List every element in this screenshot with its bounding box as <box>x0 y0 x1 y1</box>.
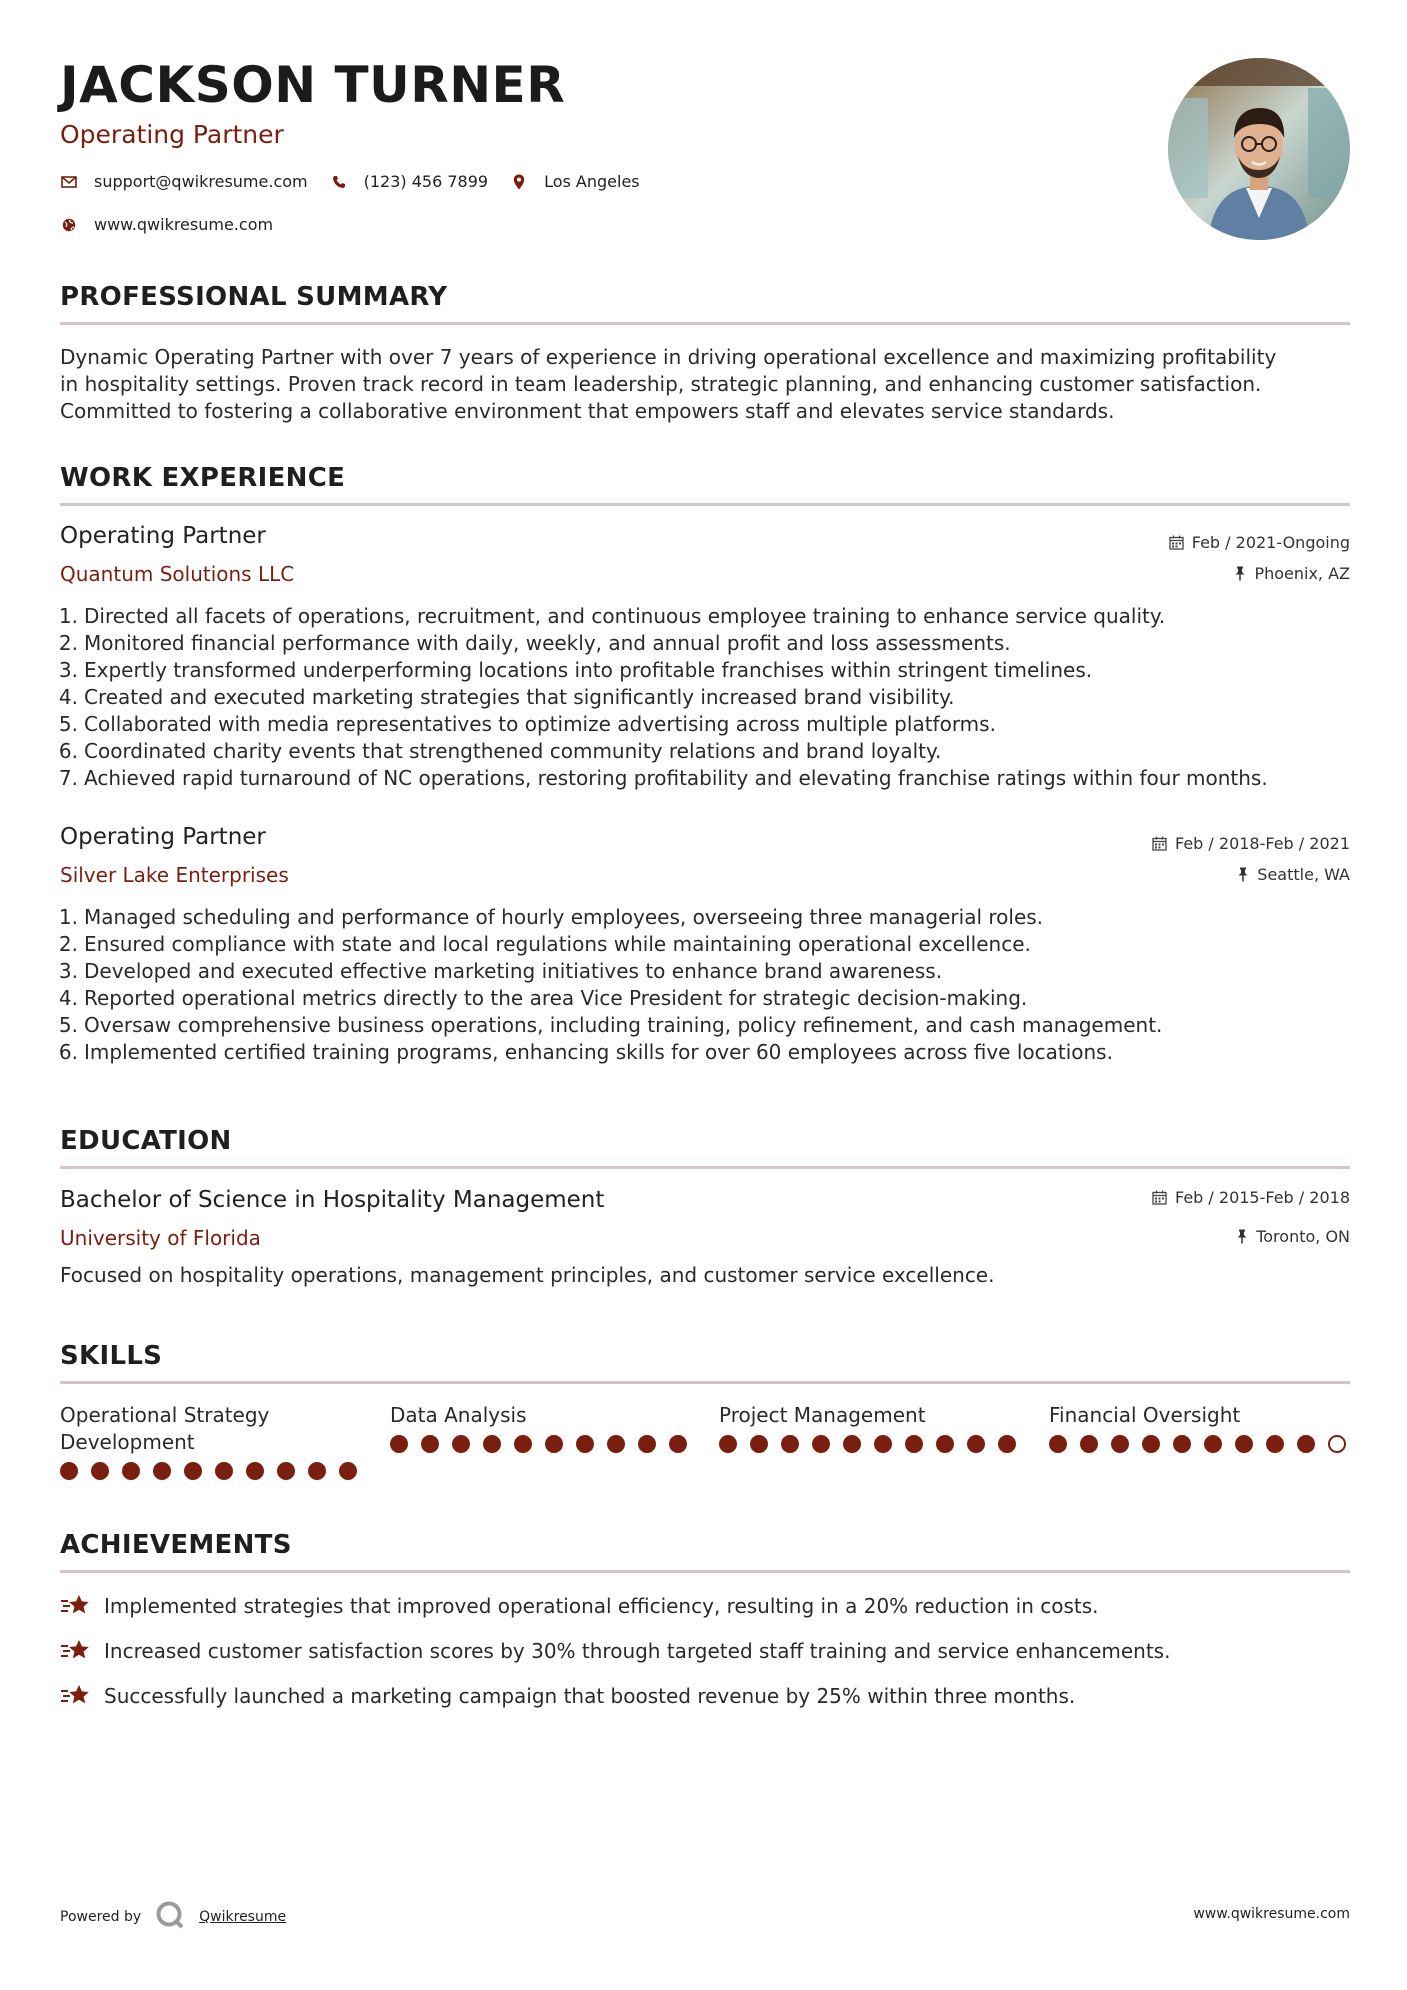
skill-rating <box>719 1435 1029 1453</box>
skill-name: Data Analysis <box>390 1403 527 1427</box>
job-dates-text: Feb / 2018-Feb / 2021 <box>1175 834 1350 853</box>
list-item: 3. Developed and executed effective marketing initiatives to enhance brand awareness. <box>58 959 943 983</box>
rating-dot-filled <box>1235 1435 1253 1453</box>
rating-dot-filled <box>781 1435 799 1453</box>
calendar-icon <box>1152 1190 1167 1205</box>
summary-divider <box>60 322 1350 325</box>
rating-dot-filled <box>122 1462 140 1480</box>
rating-dot-filled <box>843 1435 861 1453</box>
list-item: 1. Managed scheduling and performance of hourly employees, overseeing three managerial roles. <box>58 905 1044 929</box>
footer-website[interactable]: www.qwikresume.com <box>1193 1906 1350 1922</box>
rating-dot-filled <box>514 1435 532 1453</box>
rating-dot-filled <box>390 1435 408 1453</box>
list-item: 3. Expertly transformed underperforming locations into profitable franchises within stringent timelines. <box>58 658 1093 682</box>
footer-powered-by <box>60 1900 286 1934</box>
rating-dot-filled <box>967 1435 985 1453</box>
skills-heading: SKILLS <box>60 1341 163 1371</box>
job-location <box>1234 564 1350 583</box>
rating-dot-filled <box>483 1435 501 1453</box>
achievements-divider <box>60 1570 1350 1573</box>
achievement-text: Implemented strategies that improved operational efficiency, resulting in a 20% reduction in costs. <box>104 1594 1099 1618</box>
rating-dot-filled <box>1204 1435 1222 1453</box>
rating-dot-filled <box>874 1435 892 1453</box>
contact-location: Los Angeles <box>544 172 640 191</box>
rating-dot-filled <box>998 1435 1016 1453</box>
list-item: 6. Coordinated charity events that strengthened community relations and brand loyalty. <box>58 739 942 763</box>
rating-dot-filled <box>750 1435 768 1453</box>
job-dates <box>1152 834 1350 853</box>
skill-item <box>390 1402 700 1453</box>
rating-dot-filled <box>421 1435 439 1453</box>
rating-dot-filled <box>1111 1435 1129 1453</box>
job-title: Operating Partner <box>60 824 266 850</box>
summary-line: Dynamic Operating Partner with over 7 years of experience in driving operational excellence and maximizing profitability <box>60 345 1277 369</box>
education-dates <box>1152 1188 1350 1207</box>
globe-icon <box>60 216 78 234</box>
rating-dot-filled <box>153 1462 171 1480</box>
summary-line: Committed to fostering a collaborative environment that empowers staff and elevates service standards. <box>60 399 1115 423</box>
skill-name: Financial Oversight <box>1049 1403 1241 1427</box>
summary-line: in hospitality settings. Proven track record in team leadership, strategic planning, and enhancing customer satisfaction. <box>60 372 1262 396</box>
rating-dot-filled <box>246 1462 264 1480</box>
skill-item <box>719 1402 1029 1453</box>
education-location-text: Toronto, ON <box>1256 1227 1350 1246</box>
phone-icon <box>330 173 348 191</box>
pushpin-icon <box>1236 1229 1248 1244</box>
education-dates-text: Feb / 2015-Feb / 2018 <box>1175 1188 1350 1207</box>
rating-dot-filled <box>669 1435 687 1453</box>
achievement-item <box>60 1682 1075 1710</box>
rating-dot-filled <box>277 1462 295 1480</box>
rating-dot-filled <box>215 1462 233 1480</box>
rating-dot-filled <box>545 1435 563 1453</box>
job-company: Quantum Solutions LLC <box>60 562 295 586</box>
skill-name: Project Management <box>719 1403 926 1427</box>
achievements-heading: ACHIEVEMENTS <box>60 1530 292 1560</box>
achievement-text: Increased customer satisfaction scores by 30% through targeted staff training and service enhancements. <box>104 1639 1171 1663</box>
rating-dot-filled <box>1173 1435 1191 1453</box>
star-award-icon <box>60 1637 92 1665</box>
rating-dot-filled <box>638 1435 656 1453</box>
contact-website[interactable]: www.qwikresume.com <box>94 215 274 234</box>
contact-email[interactable]: support@qwikresume.com <box>94 172 308 191</box>
contact-row <box>60 172 662 191</box>
job-title: Operating Partner <box>60 523 266 549</box>
rating-dot-filled <box>1142 1435 1160 1453</box>
list-item: 5. Oversaw comprehensive business operations, including training, policy refinement, and cash management. <box>58 1013 1163 1037</box>
achievement-item <box>60 1637 1170 1665</box>
education-degree: Bachelor of Science in Hospitality Management <box>60 1187 605 1213</box>
job-location-text: Phoenix, AZ <box>1254 564 1350 583</box>
list-item: 2. Monitored financial performance with daily, weekly, and annual profit and loss assessments. <box>58 631 1011 655</box>
rating-dot-filled <box>936 1435 954 1453</box>
rating-dot-filled <box>308 1462 326 1480</box>
experience-divider <box>60 503 1350 506</box>
job-dates <box>1169 533 1350 552</box>
list-item: 2. Ensured compliance with state and local regulations while maintaining operational excellence. <box>58 932 1031 956</box>
job-location-text: Seattle, WA <box>1257 865 1350 884</box>
rating-dot-filled <box>607 1435 625 1453</box>
calendar-icon <box>1152 836 1167 851</box>
location-pin-icon <box>510 173 528 191</box>
job-bullets <box>54 904 1364 1066</box>
summary-text <box>60 344 1360 425</box>
education-heading: EDUCATION <box>60 1126 232 1156</box>
skills-divider <box>60 1381 1350 1384</box>
rating-dot-filled <box>60 1462 78 1480</box>
rating-dot-filled <box>719 1435 737 1453</box>
job-company: Silver Lake Enterprises <box>60 863 289 887</box>
rating-dot-filled <box>91 1462 109 1480</box>
rating-dot-filled <box>1080 1435 1098 1453</box>
rating-dot-filled <box>1049 1435 1067 1453</box>
pushpin-icon <box>1234 566 1246 581</box>
education-description: Focused on hospitality operations, management principles, and customer service excellence. <box>60 1263 995 1287</box>
qwikresume-link[interactable]: Qwikresume <box>199 1909 287 1925</box>
candidate-title: Operating Partner <box>60 120 284 149</box>
list-item: 4. Created and executed marketing strategies that significantly increased brand visibility. <box>58 685 955 709</box>
profile-photo <box>1168 58 1350 240</box>
rating-dot-empty <box>1328 1435 1346 1453</box>
job-dates-text: Feb / 2021-Ongoing <box>1191 533 1350 552</box>
mail-icon <box>60 173 78 191</box>
list-item: 6. Implemented certified training programs, enhancing skills for over 60 employees across five locations. <box>58 1040 1113 1064</box>
contact-row-web <box>60 215 295 234</box>
rating-dot-filled <box>1297 1435 1315 1453</box>
rating-dot-filled <box>812 1435 830 1453</box>
education-divider <box>60 1166 1350 1169</box>
education-school: University of Florida <box>60 1226 261 1250</box>
education-location <box>1236 1227 1350 1246</box>
list-item: 1. Directed all facets of operations, recruitment, and continuous employee training to enhance service quality. <box>58 604 1166 628</box>
skill-name: Operational Strategy <box>60 1403 270 1427</box>
experience-heading: WORK EXPERIENCE <box>60 463 346 493</box>
star-award-icon <box>60 1682 92 1710</box>
rating-dot-filled <box>576 1435 594 1453</box>
skill-item <box>60 1402 370 1480</box>
skill-item <box>1049 1402 1359 1453</box>
skill-rating <box>1049 1435 1359 1453</box>
calendar-icon <box>1169 535 1184 550</box>
list-item: 7. Achieved rapid turnaround of NC operations, restoring profitability and elevating franchise ratings within four months. <box>58 766 1268 790</box>
rating-dot-filled <box>452 1435 470 1453</box>
rating-dot-filled <box>1266 1435 1284 1453</box>
job-bullets <box>54 603 1364 792</box>
rating-dot-filled <box>184 1462 202 1480</box>
qwikresume-logo-icon <box>155 1900 185 1934</box>
achievement-text: Successfully launched a marketing campaign that boosted revenue by 25% within three months. <box>104 1684 1076 1708</box>
achievement-item <box>60 1592 1099 1620</box>
skill-rating <box>390 1435 700 1453</box>
summary-heading: PROFESSIONAL SUMMARY <box>60 282 448 312</box>
list-item: 5. Collaborated with media representatives to optimize advertising across multiple platforms. <box>58 712 996 736</box>
skill-rating <box>60 1462 370 1480</box>
pushpin-icon <box>1237 867 1249 882</box>
star-award-icon <box>60 1592 92 1620</box>
skill-name: Development <box>60 1430 195 1454</box>
powered-by-label: Powered by <box>60 1909 142 1925</box>
list-item: 4. Reported operational metrics directly to the area Vice President for strategic decision-making. <box>58 986 1028 1010</box>
rating-dot-filled <box>905 1435 923 1453</box>
rating-dot-filled <box>339 1462 357 1480</box>
candidate-name: JACKSON TURNER <box>60 56 566 114</box>
contact-phone[interactable]: (123) 456 7899 <box>363 172 489 191</box>
job-location <box>1237 865 1350 884</box>
